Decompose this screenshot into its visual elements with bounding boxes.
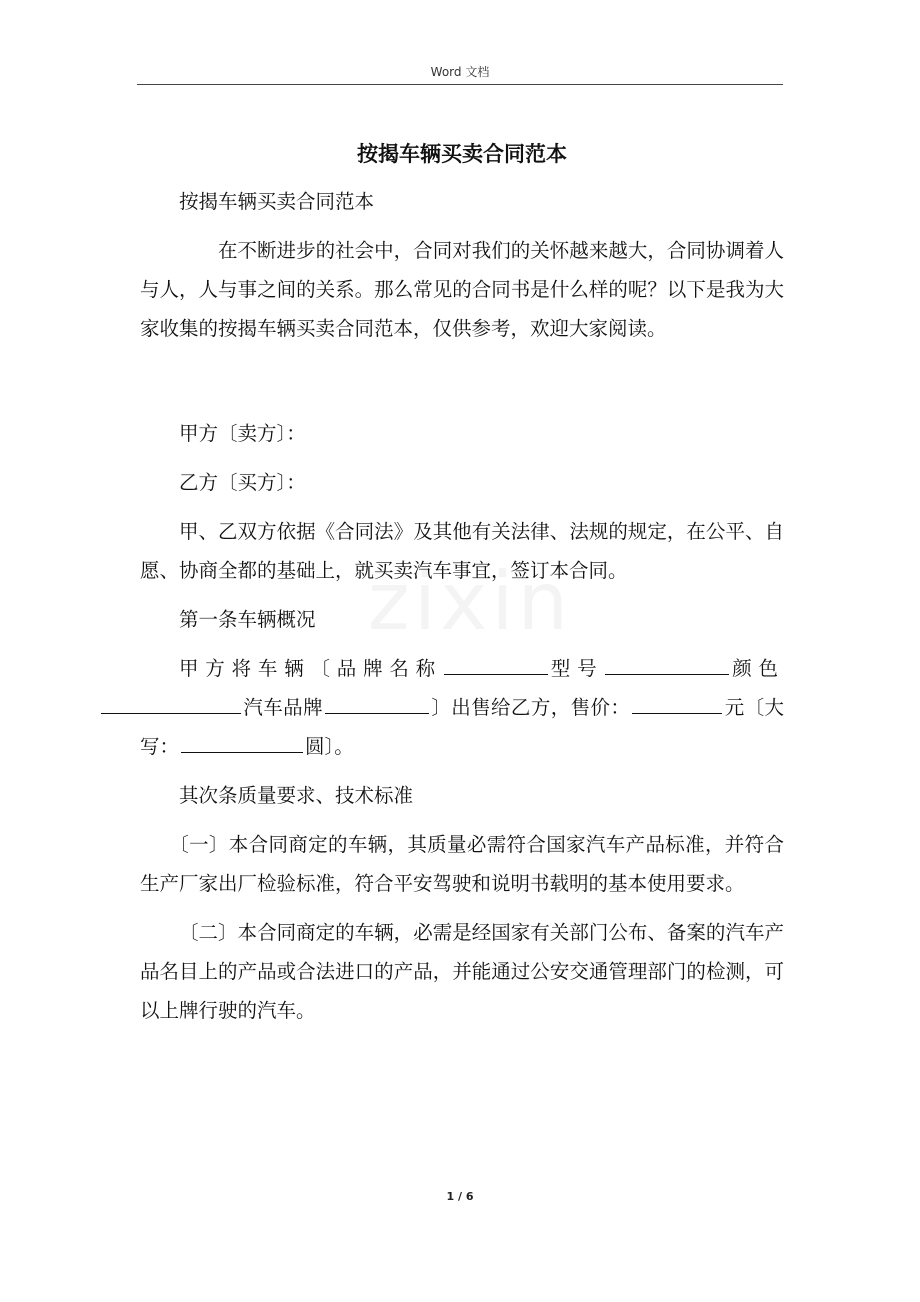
article2-heading: 其次条质量要求、技术标准: [179, 784, 414, 807]
article2-clause1: 〔一〕本合同商定的车辆，其质量必需符合国家汽车产品标准，并符合生产厂家出厂检验标准，符合平安驾驶和说明书载明的基本使用要求。: [140, 833, 784, 895]
preamble-paragraph: 甲、乙双方依据《合同法》及其他有关法律、法规的规定，在公平、自愿、协商全都的基础上，就买卖汽车事宜，签订本合同。: [140, 520, 784, 582]
article1-text-brand: 甲方将车辆〔品牌名称: [179, 657, 442, 680]
article1-text-model: 型号: [549, 657, 604, 680]
article1-text-car-brand: 汽车品牌: [243, 696, 323, 719]
article1-heading: 第一条车辆概况: [179, 608, 316, 631]
document-title: 按揭车辆买卖合同范本: [357, 141, 567, 166]
article1-text-yuan: 元〔大写：: [140, 696, 784, 758]
article1-text-color: 颜色: [731, 657, 784, 680]
article2-clause2: 〔二〕本合同商定的车辆，必需是经国家有关部门公布、备案的汽车产品名目上的产品或合法进口的产品，并能通过公安交通管理部门的检测，可以上牌行驶的汽车。: [140, 921, 784, 1022]
page-header: Word 文档: [430, 65, 490, 79]
price-blank: [632, 693, 722, 714]
header-divider: [137, 84, 783, 85]
party-a-line: 甲方〔卖方〕：: [179, 422, 306, 445]
party-b-line: 乙方〔买方〕：: [179, 471, 306, 494]
car-brand-blank: [325, 693, 429, 714]
intro-paragraph: 在不断进步的社会中，合同对我们的关怀越来越大，合同协调着人与人，人与事之间的关系。那么常见的合同书是什么样的呢？以下是我为大家收集的按揭车辆买卖合同范本，仅供参考，欢迎大家阅读。: [140, 239, 784, 340]
article1-text-price: 〕出售给乙方，售价：: [430, 696, 631, 719]
article1-paragraph: [140, 649, 784, 766]
document-body: [140, 136, 784, 1040]
subtitle: 按揭车辆买卖合同范本: [179, 190, 375, 213]
color-blank: [101, 693, 241, 714]
model-blank: [605, 654, 729, 675]
page-number: 1 / 6: [446, 1190, 474, 1203]
brand-blank: [444, 654, 548, 675]
price-words-blank: [181, 732, 303, 753]
article1-text-end: 圆〕。: [305, 735, 354, 758]
spacer: [140, 358, 784, 414]
